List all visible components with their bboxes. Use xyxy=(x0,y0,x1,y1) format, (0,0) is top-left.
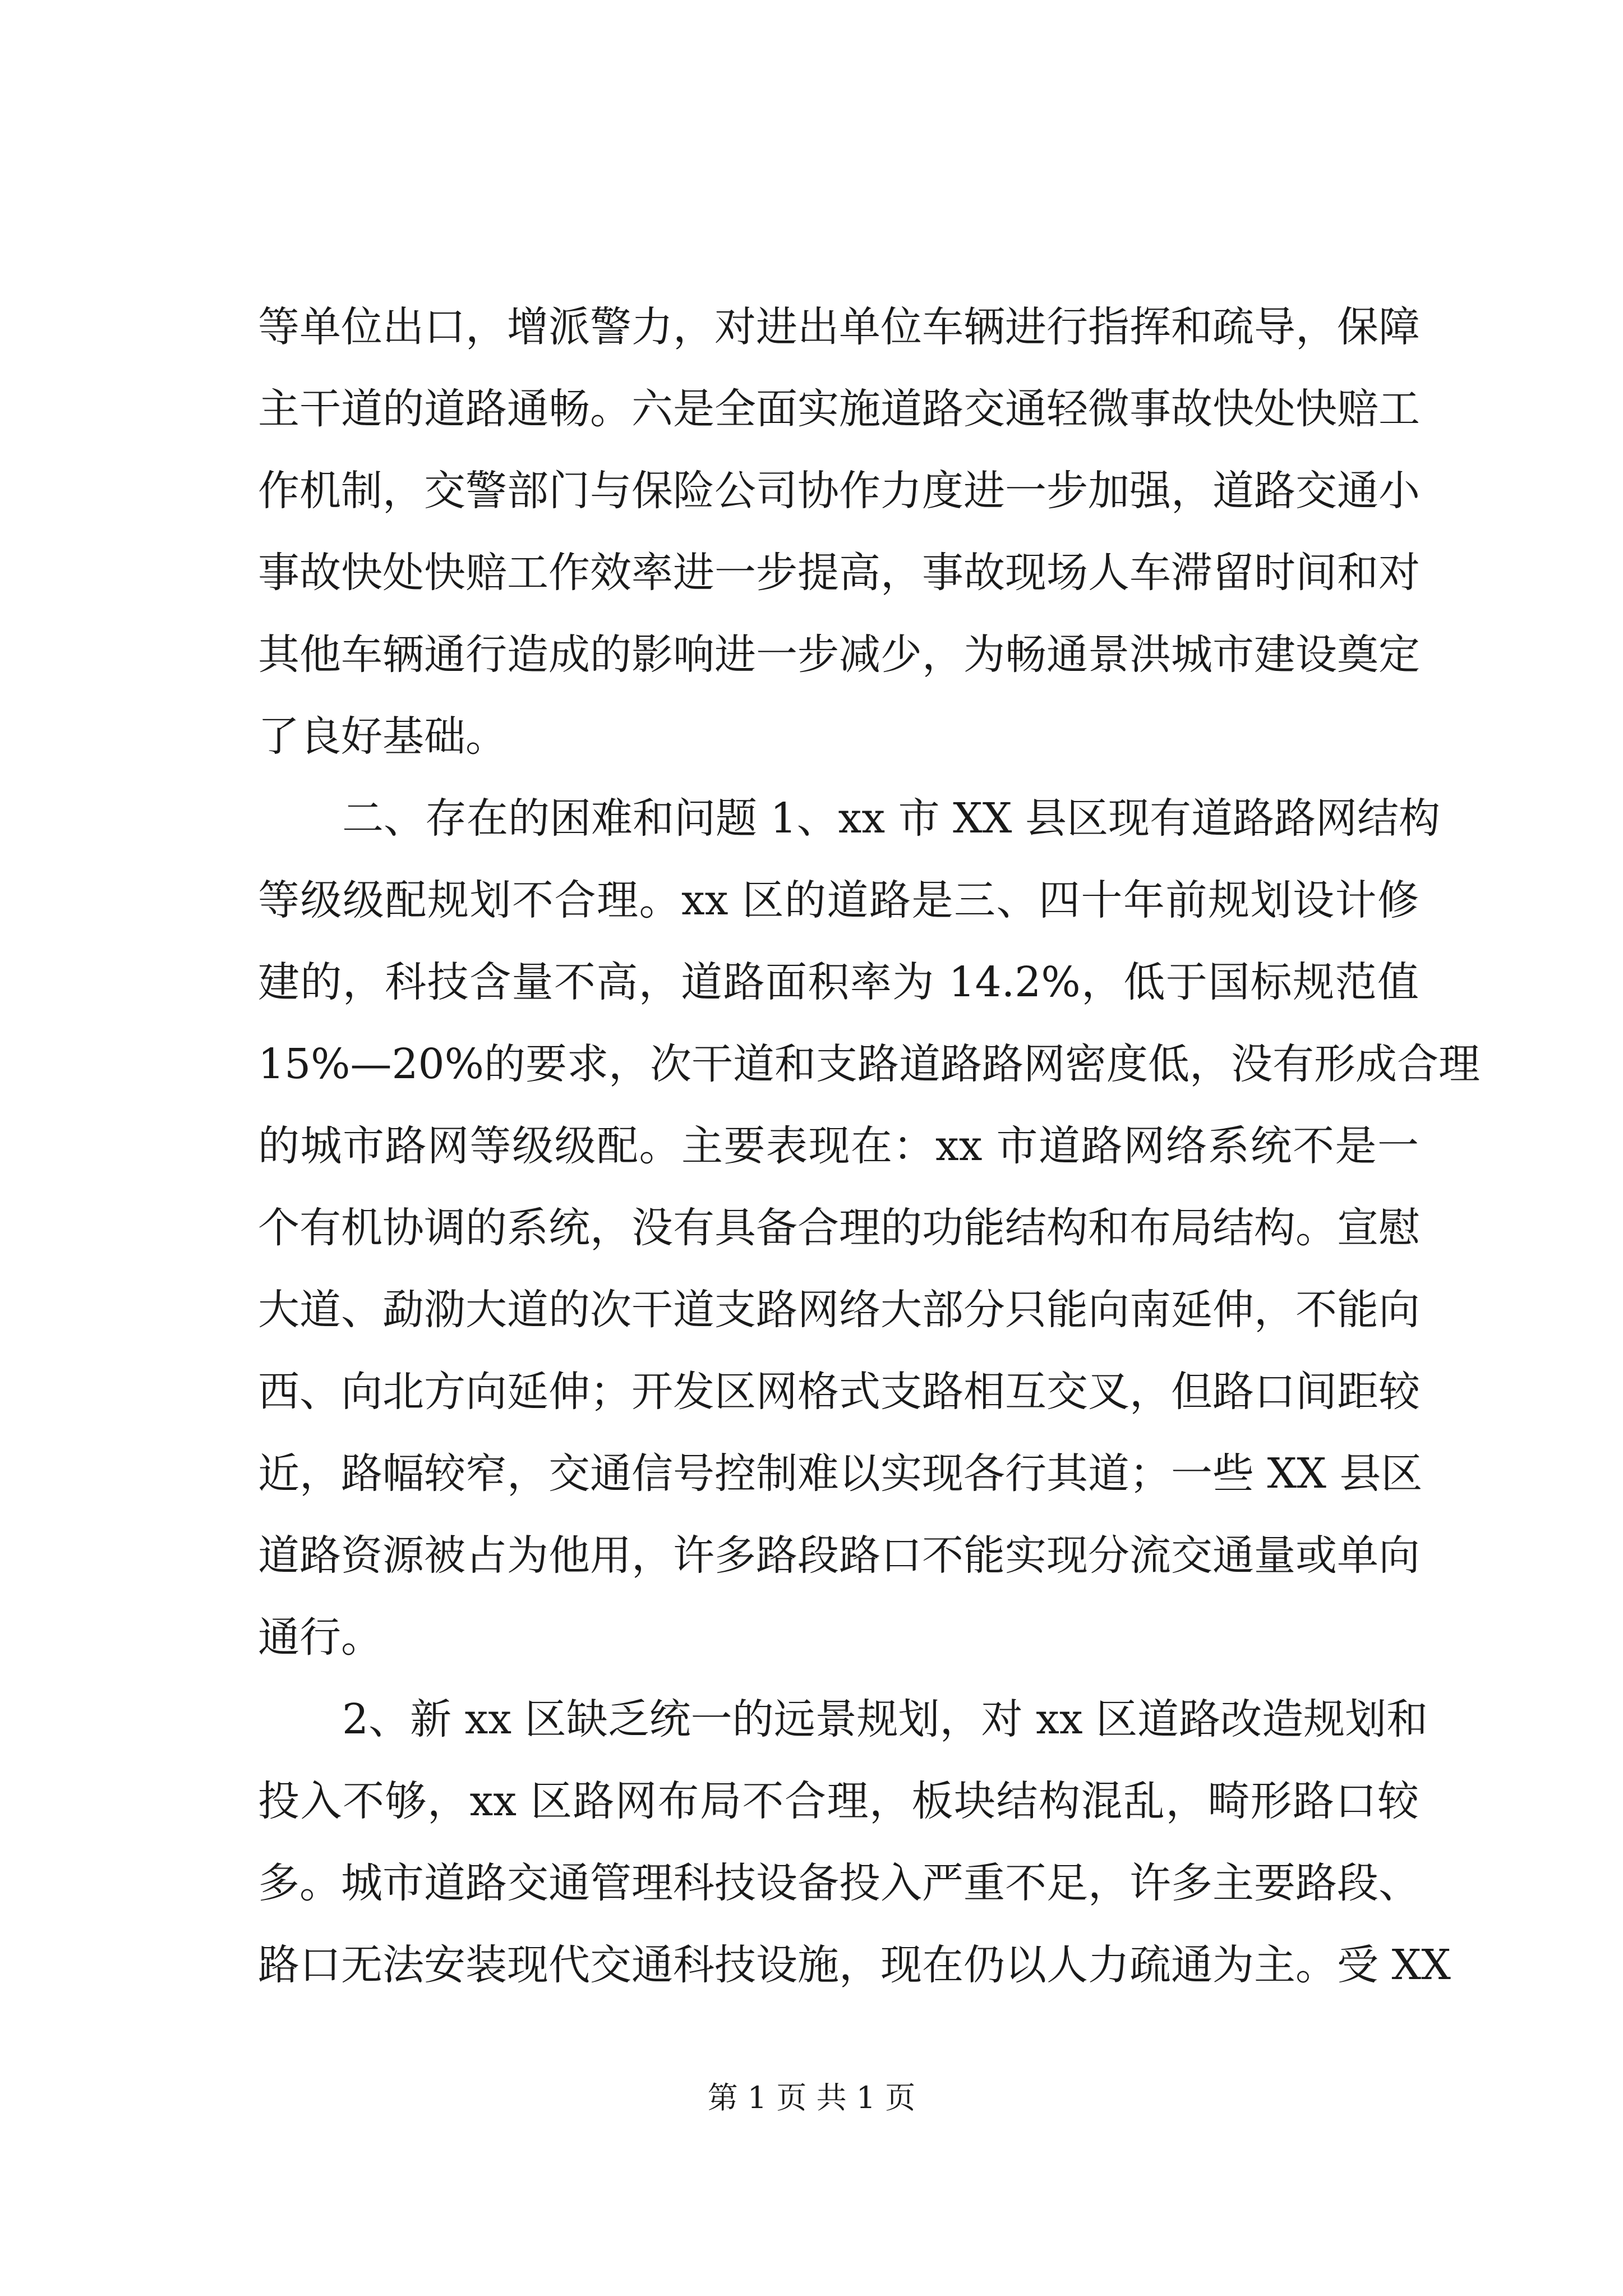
text-line: 的城市路网等级级配。主要表现在：xx 市道路网络系统不是一 xyxy=(258,1122,1419,1170)
text-line: 多。城市道路交通管理科技设备投入严重不足，许多主要路段、 xyxy=(258,1859,1420,1907)
text-line: 个有机协调的系统，没有具备合理的功能结构和布局结构。宣慰 xyxy=(258,1204,1420,1252)
text-line: 15%—20%的要求，次干道和支路道路路网密度低，没有形成合理 xyxy=(258,1040,1480,1088)
text-line: 其他车辆通行造成的影响进一步减少，为畅通景洪城市建设奠定 xyxy=(258,631,1420,679)
text-line: 建的，科技含量不高，道路面积率为 14.2%，低于国标规范值 xyxy=(258,958,1419,1006)
paragraph-start-line: 二、存在的困难和问题 1、xx 市 XX 县区现有道路路网结构 xyxy=(342,794,1440,843)
text-line: 了良好基础。 xyxy=(258,712,507,761)
text-line: 事故快处快赔工作效率进一步提高，事故现场人车滞留时间和对 xyxy=(258,549,1420,597)
text-line: 近，路幅较窄，交通信号控制难以实现各行其道；一些 XX 县区 xyxy=(258,1450,1423,1498)
text-line: 等级级配规划不合理。xx 区的道路是三、四十年前规划设计修 xyxy=(258,876,1419,924)
text-line: 等单位出口，增派警力，对进出单位车辆进行指挥和疏导，保障 xyxy=(258,303,1420,351)
text-line: 大道、勐泐大道的次干道支路网络大部分只能向南延伸，不能向 xyxy=(258,1286,1420,1334)
text-line: 投入不够，xx 区路网布局不合理，板块结构混乱，畸形路口较 xyxy=(258,1777,1419,1825)
text-line: 通行。 xyxy=(258,1613,382,1662)
page-footer xyxy=(0,2078,1623,2118)
text-line: 路口无法安装现代交通科技设施，现在仍以人力疏通为主。受 XX xyxy=(258,1941,1451,1989)
text-line: 主干道的道路通畅。六是全面实施道路交通轻微事故快处快赔工 xyxy=(258,385,1420,433)
text-line: 道路资源被占为他用，许多路段路口不能实现分流交通量或单向 xyxy=(258,1531,1420,1580)
page-number: 第 1 页 共 1 页 xyxy=(707,2080,916,2115)
paragraph-start-line: 2、新 xx 区缺乏统一的远景规划，对 xx 区道路改造规划和 xyxy=(342,1695,1428,1743)
body-text xyxy=(258,286,1480,2006)
text-line: 作机制，交警部门与保险公司协作力度进一步加强，道路交通小 xyxy=(258,467,1420,515)
text-line: 西、向北方向延伸；开发区网格式支路相互交叉，但路口间距较 xyxy=(258,1368,1420,1416)
